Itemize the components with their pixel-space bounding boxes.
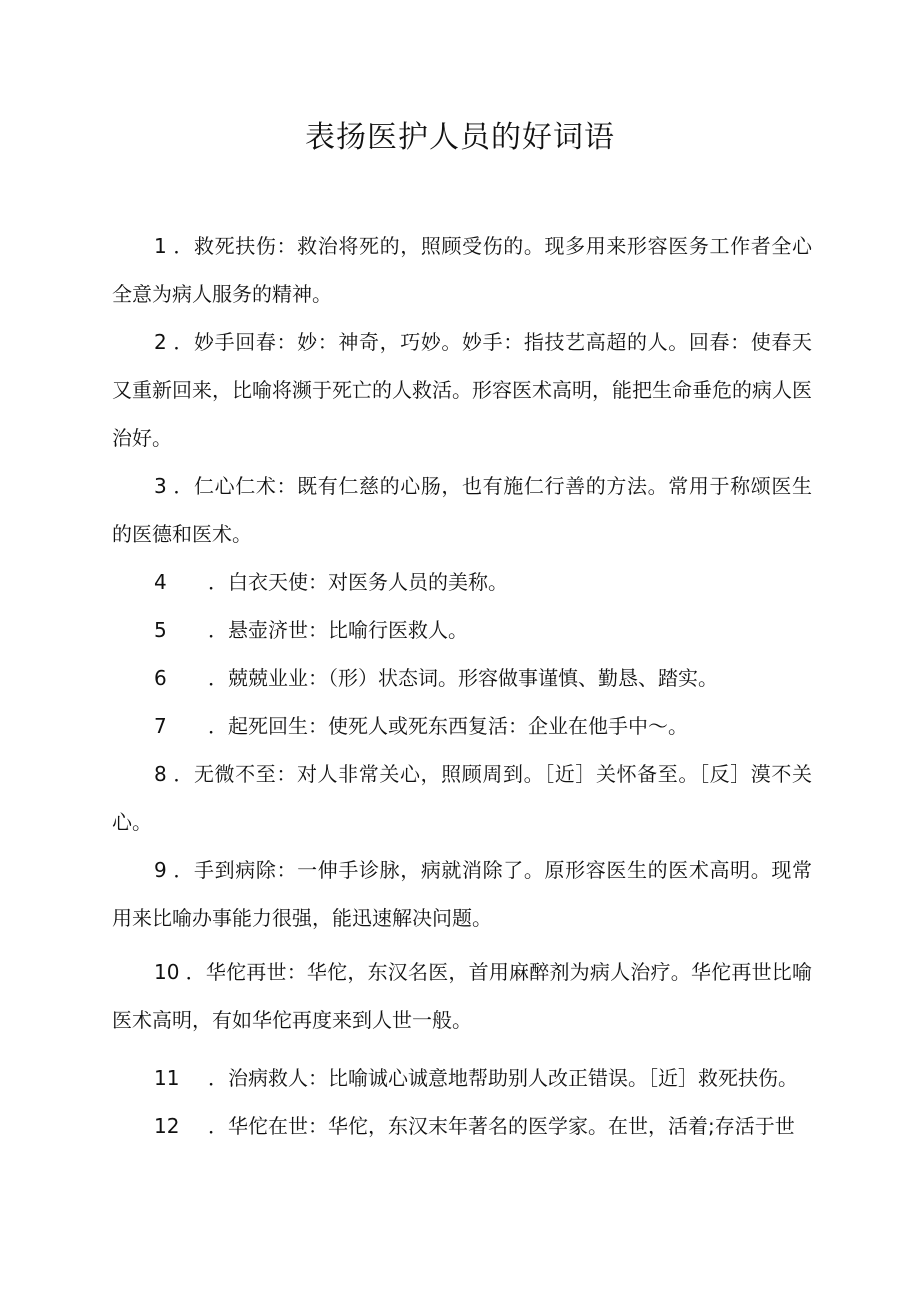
item-number: 5 (154, 618, 167, 642)
list-item (112, 1054, 812, 1102)
item-number: 11 (154, 1066, 180, 1090)
list-item (112, 558, 812, 606)
list-item (112, 654, 812, 702)
item-text: ．华佗在世：华佗，东汉末年著名的医学家。在世，活着;存活于世 (208, 1114, 795, 1138)
list-item (112, 606, 812, 654)
entry-list (112, 222, 812, 1150)
list-item (112, 1102, 812, 1150)
list-item (112, 846, 812, 942)
item-number: 7 (154, 714, 167, 738)
item-text: ．悬壶济世：比喻行医救人。 (208, 618, 468, 642)
item-number: 9 (154, 858, 167, 882)
item-text: ．救死扶伤：救治将死的，照顾受伤的。现多用来形容医务工作者全心全意为病人服务的精神。 (112, 234, 812, 306)
list-item (112, 750, 812, 846)
item-text: ．手到病除：一伸手诊脉，病就消除了。原形容医生的医术高明。现常用来比喻办事能力很强，能迅速解决问题。 (112, 858, 812, 930)
item-number: 12 (154, 1114, 180, 1138)
item-number: 3 (154, 474, 167, 498)
item-text: ．无微不至：对人非常关心，照顾周到。［近］关怀备至。［反］漠不关心。 (112, 762, 812, 834)
item-text: ．兢兢业业：（形）状态词。形容做事谨慎、勤恳、踏实。 (208, 666, 718, 690)
item-text: ．华佗再世：华佗，东汉名医，首用麻醉剂为病人治疗。华佗再世比喻医术高明，有如华佗再度来到人世一般。 (112, 960, 812, 1032)
list-item (112, 222, 812, 318)
item-text: ．妙手回春：妙：神奇，巧妙。妙手：指技艺高超的人。回春：使春天又重新回来，比喻将濒于死亡的人救活。形容医术高明，能把生命垂危的病人医治好。 (112, 330, 812, 450)
list-item (112, 702, 812, 750)
item-number: 1 (154, 234, 167, 258)
item-number: 2 (154, 330, 167, 354)
item-text: ．仁心仁术：既有仁慈的心肠，也有施仁行善的方法。常用于称颂医生的医德和医术。 (112, 474, 812, 546)
item-text: ．起死回生：使死人或死东西复活：企业在他手中～。 (208, 714, 688, 738)
item-number: 8 (154, 762, 167, 786)
list-item (112, 318, 812, 462)
list-item (112, 462, 812, 558)
item-number: 4 (154, 570, 167, 594)
item-text: ．治病救人：比喻诚心诚意地帮助别人改正错误。［近］救死扶伤。 (208, 1066, 798, 1090)
item-number: 6 (154, 666, 167, 690)
list-item (112, 948, 812, 1044)
item-text: ．白衣天使：对医务人员的美称。 (208, 570, 508, 594)
document-title: 表扬医护人员的好词语 (305, 120, 615, 155)
item-number: 10 (154, 960, 180, 984)
